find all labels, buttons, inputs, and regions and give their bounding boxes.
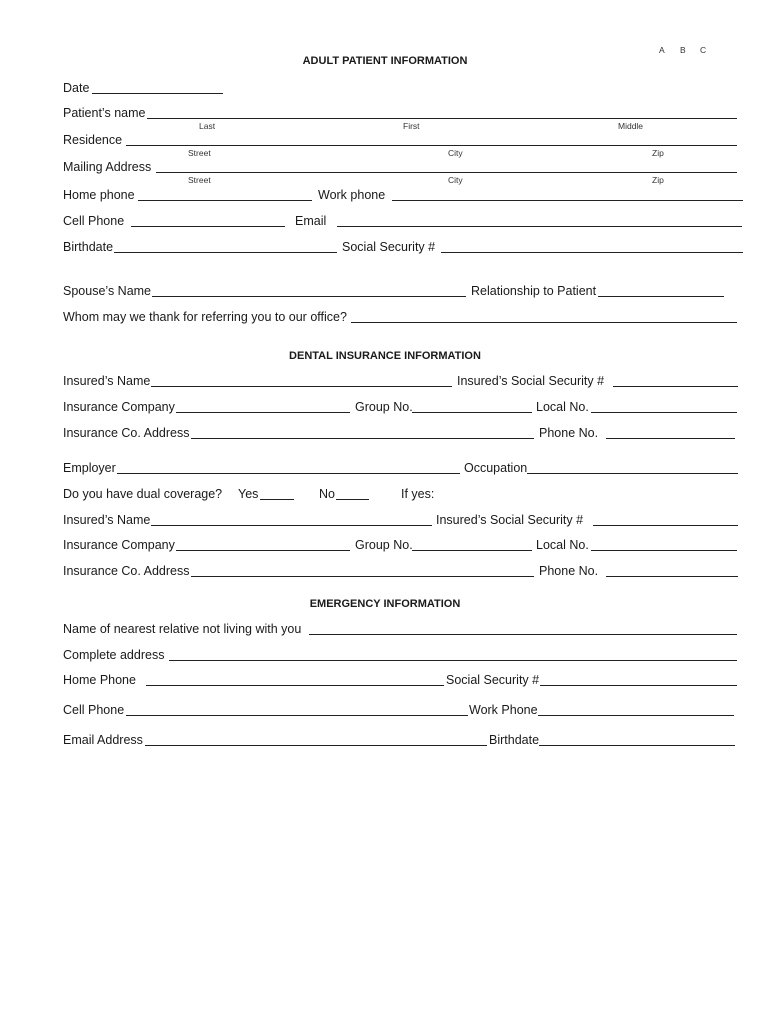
insured-name-label: Insured’s Name [63, 374, 151, 388]
local-no-label: Local No. [536, 400, 589, 414]
cell-phone-label: Cell Phone [63, 214, 125, 228]
home-phone-field[interactable] [138, 200, 312, 201]
spouse-name-field[interactable] [152, 296, 466, 297]
dual-coverage-label: Do you have dual coverage? [63, 487, 223, 501]
birthdate-field[interactable] [114, 252, 337, 253]
dual-yes-label: Yes [238, 487, 259, 501]
insured-ssn-2-label: Insured’s Social Security # [436, 513, 584, 527]
insurance-company-2-label: Insurance Company [63, 538, 175, 552]
name-part-last: Last [199, 121, 216, 131]
birthdate-label: Birthdate [63, 240, 114, 254]
emergency-birthdate-label: Birthdate [489, 733, 540, 747]
referral-field[interactable] [351, 322, 737, 323]
date-field[interactable] [92, 93, 223, 94]
emergency-email-field[interactable] [145, 745, 487, 746]
emergency-work-phone-field[interactable] [538, 715, 734, 716]
if-yes-label: If yes: [401, 487, 435, 501]
occupation-field[interactable] [527, 473, 738, 474]
email-label: Email [295, 214, 327, 228]
emergency-home-phone-field[interactable] [146, 685, 444, 686]
dual-no-label: No [319, 487, 335, 501]
mailing-street-label: Street [188, 175, 211, 185]
residence-label: Residence [63, 133, 123, 147]
dual-yes-field[interactable] [260, 499, 294, 500]
dental-insurance-heading: DENTAL INSURANCE INFORMATION [289, 350, 481, 362]
insurance-address-2-field[interactable] [191, 576, 534, 577]
local-no-field[interactable] [591, 412, 737, 413]
email-field[interactable] [337, 226, 742, 227]
local-no-2-field[interactable] [591, 550, 737, 551]
cell-phone-field[interactable] [131, 226, 285, 227]
dual-no-field[interactable] [336, 499, 369, 500]
home-phone-label: Home phone [63, 188, 135, 202]
form-title: ADULT PATIENT INFORMATION [302, 55, 468, 67]
emergency-heading: EMERGENCY INFORMATION [309, 598, 461, 610]
local-no-2-label: Local No. [536, 538, 589, 552]
emergency-email-label: Email Address [63, 733, 143, 747]
emergency-cell-phone-label: Cell Phone [63, 703, 125, 717]
emergency-work-phone-label: Work Phone [469, 703, 538, 717]
emergency-birthdate-field[interactable] [539, 745, 735, 746]
insured-name-2-label: Insured’s Name [63, 513, 151, 527]
group-no-label: Group No. [355, 400, 413, 414]
complete-address-field[interactable] [169, 660, 737, 661]
group-no-2-label: Group No. [355, 538, 413, 552]
corner-letter-b: B [680, 45, 686, 55]
phone-no-field[interactable] [606, 438, 735, 439]
patient-name-label: Patient’s name [63, 106, 146, 120]
insurance-address-field[interactable] [191, 438, 534, 439]
corner-letter-c: C [700, 45, 707, 55]
phone-no-2-field[interactable] [606, 576, 738, 577]
insured-name-field[interactable] [151, 386, 452, 387]
relationship-label: Relationship to Patient [471, 284, 597, 298]
spouse-name-label: Spouse’s Name [63, 284, 152, 298]
employer-field[interactable] [117, 473, 460, 474]
mailing-address-field[interactable] [156, 172, 737, 173]
insurance-address-label: Insurance Co. Address [63, 426, 190, 440]
employer-label: Employer [63, 461, 116, 475]
residence-street-label: Street [188, 148, 211, 158]
phone-no-2-label: Phone No. [539, 564, 599, 578]
ssn-label: Social Security # [342, 240, 436, 254]
group-no-field[interactable] [412, 412, 532, 413]
insurance-company-2-field[interactable] [176, 550, 350, 551]
nearest-relative-label: Name of nearest relative not living with you [63, 622, 302, 636]
name-part-first: First [403, 121, 420, 131]
patient-name-field[interactable] [147, 118, 737, 119]
work-phone-label: Work phone [318, 188, 386, 202]
insured-ssn-label: Insured’s Social Security # [457, 374, 605, 388]
nearest-relative-field[interactable] [309, 634, 737, 635]
insured-ssn-field[interactable] [613, 386, 738, 387]
mailing-zip-label: Zip [652, 175, 664, 185]
residence-zip-label: Zip [652, 148, 664, 158]
work-phone-field[interactable] [392, 200, 743, 201]
insured-name-2-field[interactable] [151, 525, 432, 526]
insured-ssn-2-field[interactable] [593, 525, 738, 526]
emergency-ssn-label: Social Security # [446, 673, 540, 687]
name-part-middle: Middle [618, 121, 644, 131]
residence-city-label: City [448, 148, 463, 158]
ssn-field[interactable] [441, 252, 743, 253]
group-no-2-field[interactable] [412, 550, 532, 551]
date-label: Date [63, 81, 90, 95]
referral-label: Whom may we thank for referring you to our office? [63, 310, 347, 324]
corner-letter-a: A [659, 45, 665, 55]
phone-no-label: Phone No. [539, 426, 599, 440]
mailing-address-label: Mailing Address [63, 160, 152, 174]
emergency-ssn-field[interactable] [540, 685, 737, 686]
residence-field[interactable] [126, 145, 737, 146]
insurance-company-label: Insurance Company [63, 400, 175, 414]
insurance-address-2-label: Insurance Co. Address [63, 564, 190, 578]
emergency-home-phone-label: Home Phone [63, 673, 136, 687]
relationship-field[interactable] [598, 296, 724, 297]
complete-address-label: Complete address [63, 648, 165, 662]
insurance-company-field[interactable] [176, 412, 350, 413]
occupation-label: Occupation [464, 461, 528, 475]
emergency-cell-phone-field[interactable] [126, 715, 468, 716]
mailing-city-label: City [448, 175, 463, 185]
